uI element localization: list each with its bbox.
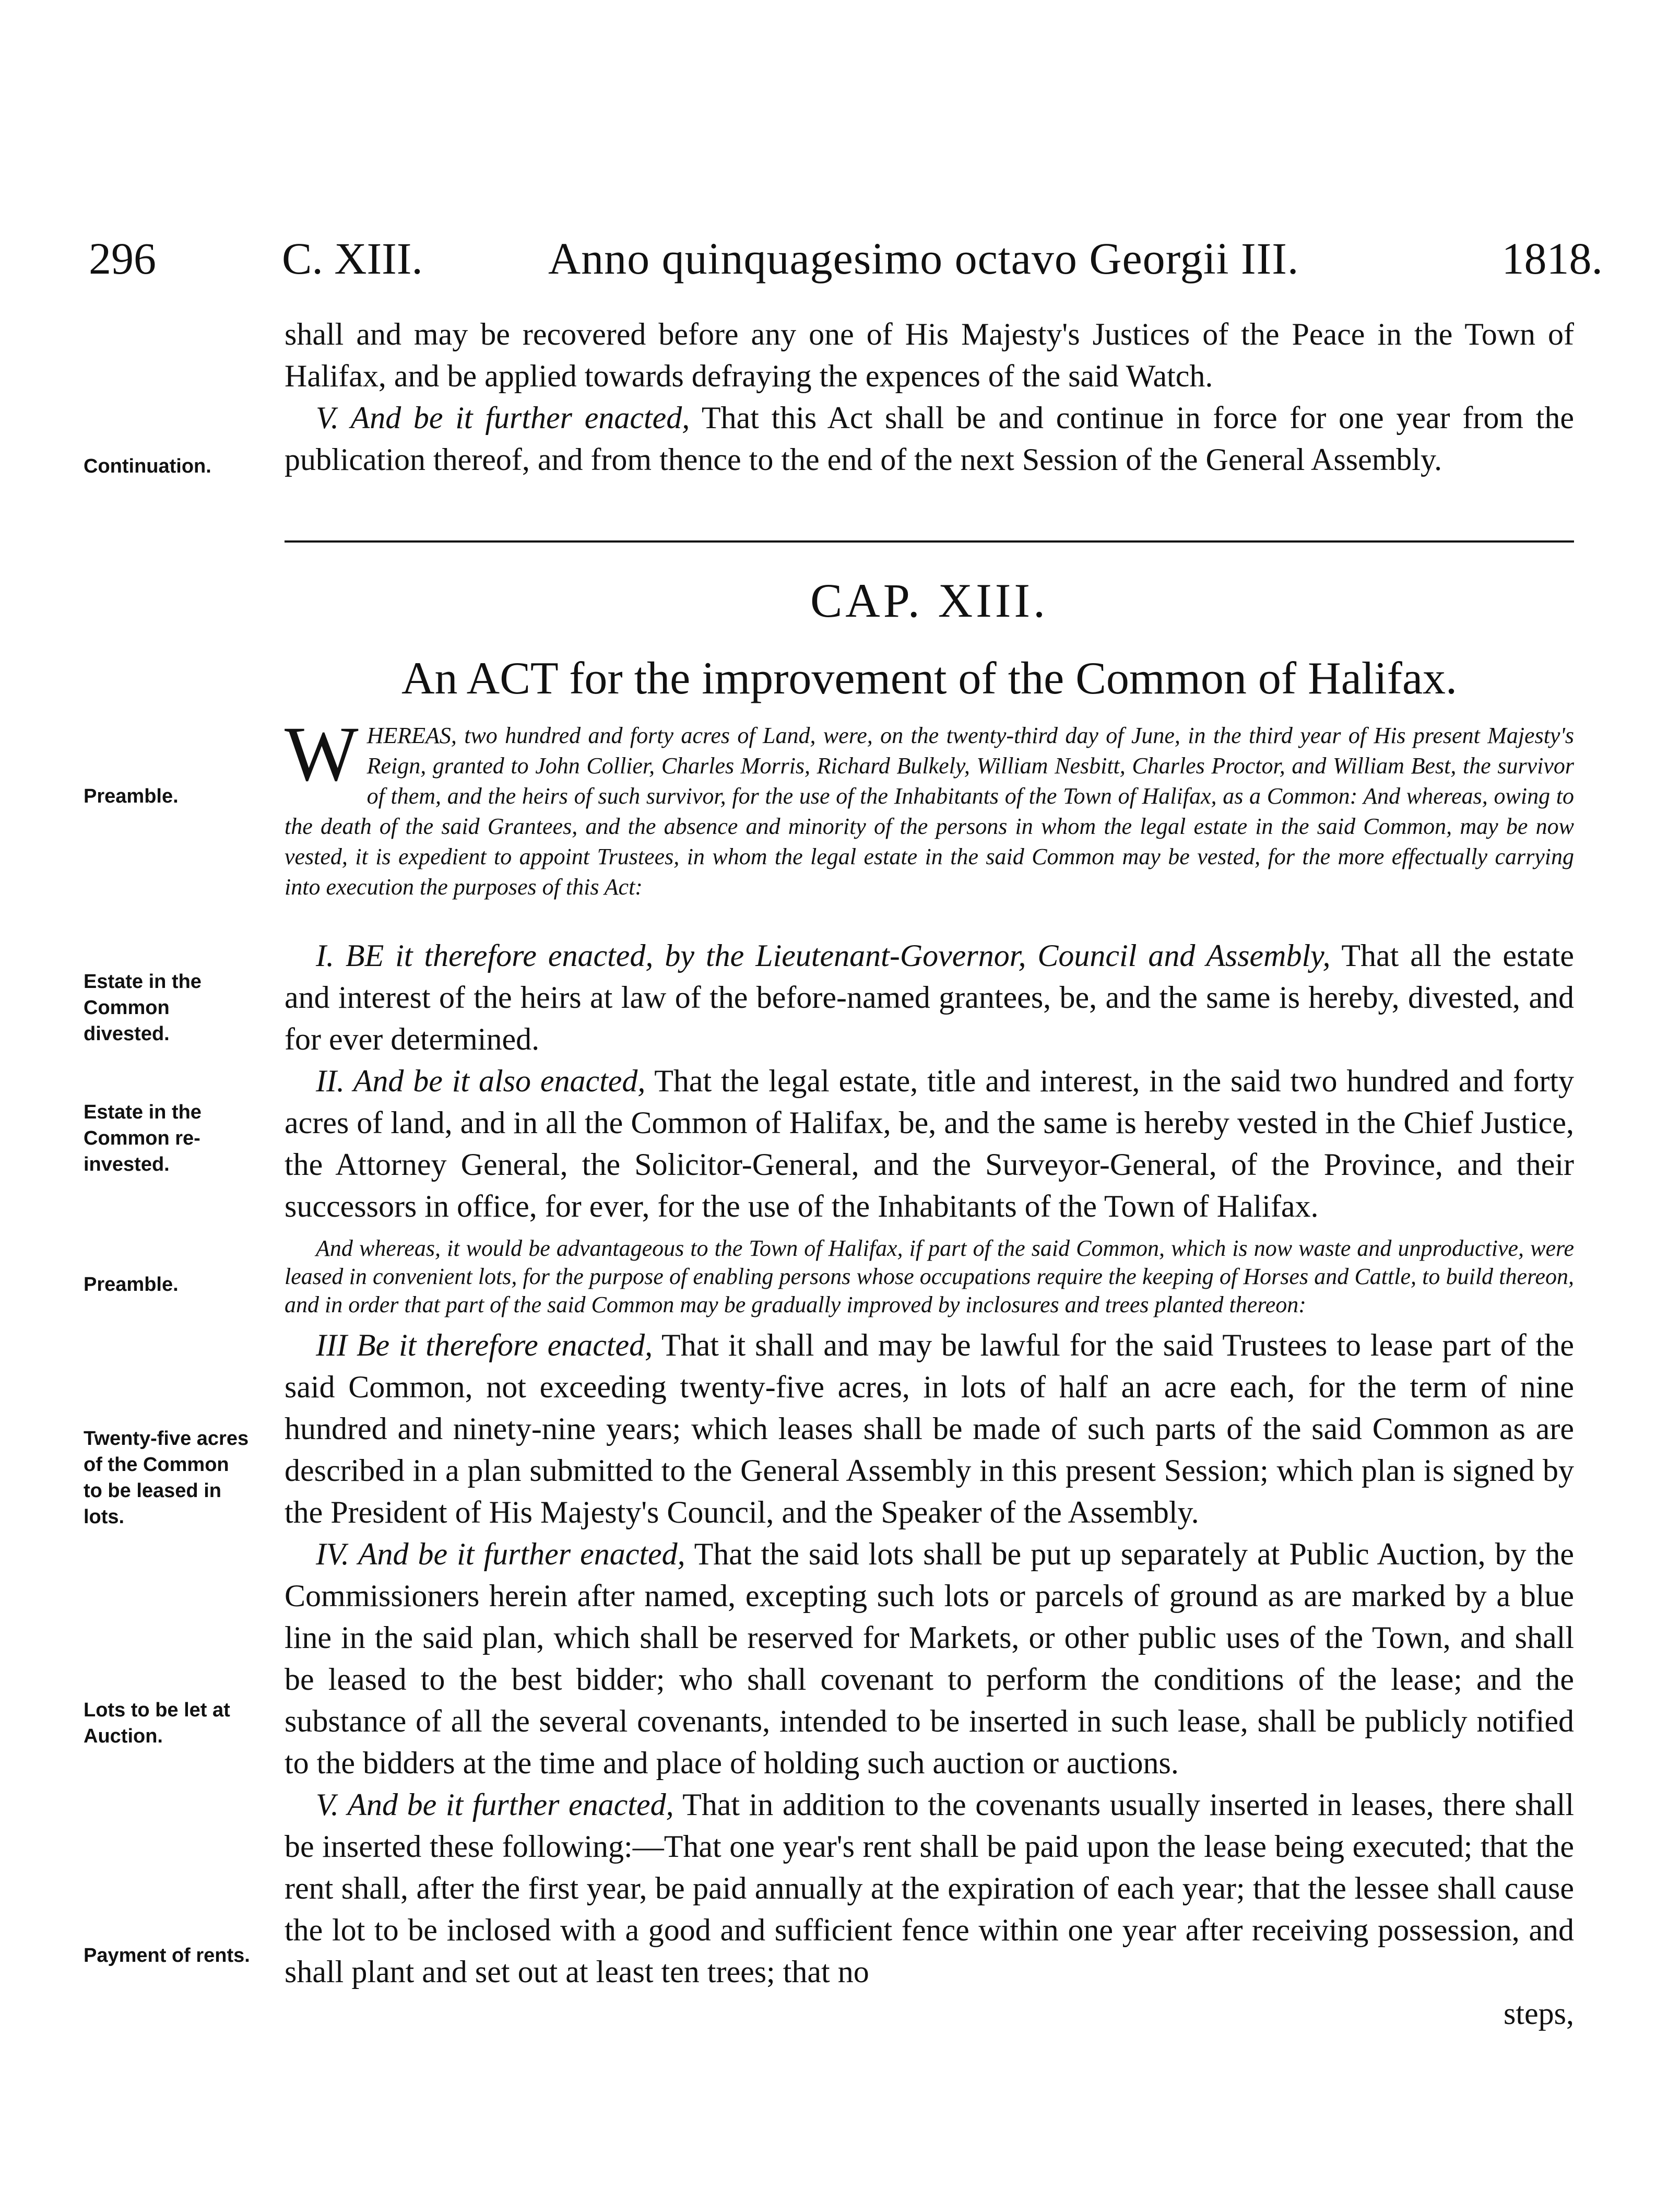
margin-note-twenty-five-acres: Twenty-five acres of the Common to be leased in lots.: [84, 1428, 249, 1528]
section-divider: [285, 540, 1574, 543]
clause-text: That this Act shall be and continue in force for one year from the publication thereof, and from thence to the end of the next Session of the General Assembly.: [285, 401, 1575, 477]
continuation-clause: [285, 397, 1574, 480]
chapter-reference: C. XIII.: [282, 233, 423, 284]
margin-note-continuation: Continuation.: [84, 455, 211, 477]
section-1-lead: I. BE it therefore enacted, by the Lieutenant-Governor, Council and Assembly,: [316, 938, 1331, 973]
continued-paragraph: shall and may be recovered before any one of His Majesty's Justices of the Peace in the Town of Halifax, and be applied towards defraying the expences of the said Watch.: [285, 317, 1574, 393]
section-4-text: That the said lots shall be put up separately at Public Auction, by the Commissioners herein after named, excepting such lots or parcels of ground as are marked by a blue line in the said plan, which shall be reserved for Markets, or other public uses of the Town, and shall be leased to the best bidder; who shall covenant to perform the conditions of the lease; and the substance of all the several covenants, intended to be inserted in such lease, shall be publicly notified to the bidders at the time and place of holding such auction or auctions.: [285, 1537, 1574, 1780]
section-5-lead: V. And be it further enacted,: [316, 1787, 674, 1822]
page-number: 296: [89, 233, 156, 284]
second-preamble-text: And whereas, it would be advantageous to the Town of Halifax, if part of the said Common, which is now waste and unproductive, were leased in convenient lots, for the purpose of enabling persons whose occupations require the keeping of Horses and Cattle, to build thereon, and in order that part of the said Common may be gradually improved by inclosures and trees planted thereon:: [285, 1235, 1574, 1317]
margin-note-lots-auction: Lots to be let at Auction.: [84, 1699, 230, 1747]
section-1: [285, 935, 1574, 1060]
act-title: An ACT for the improvement of the Common of Halifax.: [401, 653, 1458, 704]
catchword: steps,: [1504, 1996, 1574, 2031]
section-2: [285, 1060, 1574, 1227]
section-3-text: That it shall and may be lawful for the said Trustees to lease part of the said Common, not exceeding twenty-five acres, in lots of half an acre each, for the term of nine hundred and ninety-nine years; which leases shall be made of such parts of the said Common as are described in a plan submitted to the General Assembly in this present Session; which plan is signed by the President of His Majesty's Council, and the Speaker of the Assembly.: [285, 1328, 1574, 1529]
preamble-text: [285, 711, 1574, 902]
section-3: [285, 1324, 1574, 1533]
margin-note-preamble-2: Preamble.: [84, 1274, 179, 1296]
margin-note-preamble: Preamble.: [84, 785, 179, 807]
margin-note-estate-divested: Estate in the Common divested.: [84, 971, 202, 1045]
preamble: [285, 711, 1574, 902]
section-4-lead: IV. And be it further enacted,: [316, 1537, 685, 1571]
preamble-body: HEREAS, two hundred and forty acres of Land, were, on the twenty-third day of June, in the third year of His present Majesty's Reign, granted to John Collier, Charles Morris, Richard Bulkely, William Nesbitt, Charles Proctor, and William Best, the survivor of them, and the heirs of such survivor, for the use of the Inhabitants of the Town of Halifax, as a Common: And whereas, owing to the death of the said Grantees, and the absence and minority of the persons in whom the legal estate in the said Common, may be now vested, it is expedient to appoint Trustees, in whom the legal estate in the said Common may be vested, for the more effectually carrying into execution the purposes of this Act:: [285, 723, 1574, 900]
clause-lead: V. And be it further enacted,: [316, 401, 690, 435]
second-preamble: [285, 1234, 1574, 1319]
section-4: [285, 1533, 1574, 1784]
running-title: Anno quinquagesimo octavo Georgii III.: [548, 233, 1299, 284]
drop-cap: W: [285, 711, 359, 797]
header-year: 1818.: [1501, 233, 1603, 284]
continued-text: [285, 313, 1574, 480]
section-5: [285, 1784, 1574, 1993]
margin-note-estate-reinvested: Estate in the Common re-invested.: [84, 1101, 202, 1175]
section-2-lead: II. And be it also enacted,: [316, 1064, 646, 1098]
margin-note-payment-rents: Payment of rents.: [84, 1945, 250, 1967]
section-5-text: That in addition to the covenants usually inserted in leases, there shall be inserted these following:—That one year's rent shall be paid upon the lease being executed; that the rent shall, after the first year, be paid annually at the expiration of each year; that the lessee shall cause the lot to be inclosed with a good and sufficient fence within one year after receiving possession, and shall plant and set out at least ten trees; that no: [285, 1787, 1574, 1989]
section-3-lead: III Be it therefore enacted,: [316, 1328, 653, 1362]
enacting-sections: [285, 935, 1574, 2034]
chapter-heading: CAP. XIII.: [810, 574, 1049, 627]
running-header: [89, 230, 1603, 292]
section-2-text: That the legal estate, title and interest, in the said two hundred and forty acres of land, and in all the Common of Halifax, be, and the same is hereby vested in the Chief Justice, the Attorney General, the Solicitor-General, and the Surveyor-General, of the Province, and their successors in office, for ever, for the use of the Inhabitants of the Town of Halifax.: [285, 1064, 1574, 1223]
section-1-text: That all the estate and interest of the heirs at law of the before-named grantees, be, and the same is hereby, divested, and for ever determined.: [285, 938, 1574, 1056]
